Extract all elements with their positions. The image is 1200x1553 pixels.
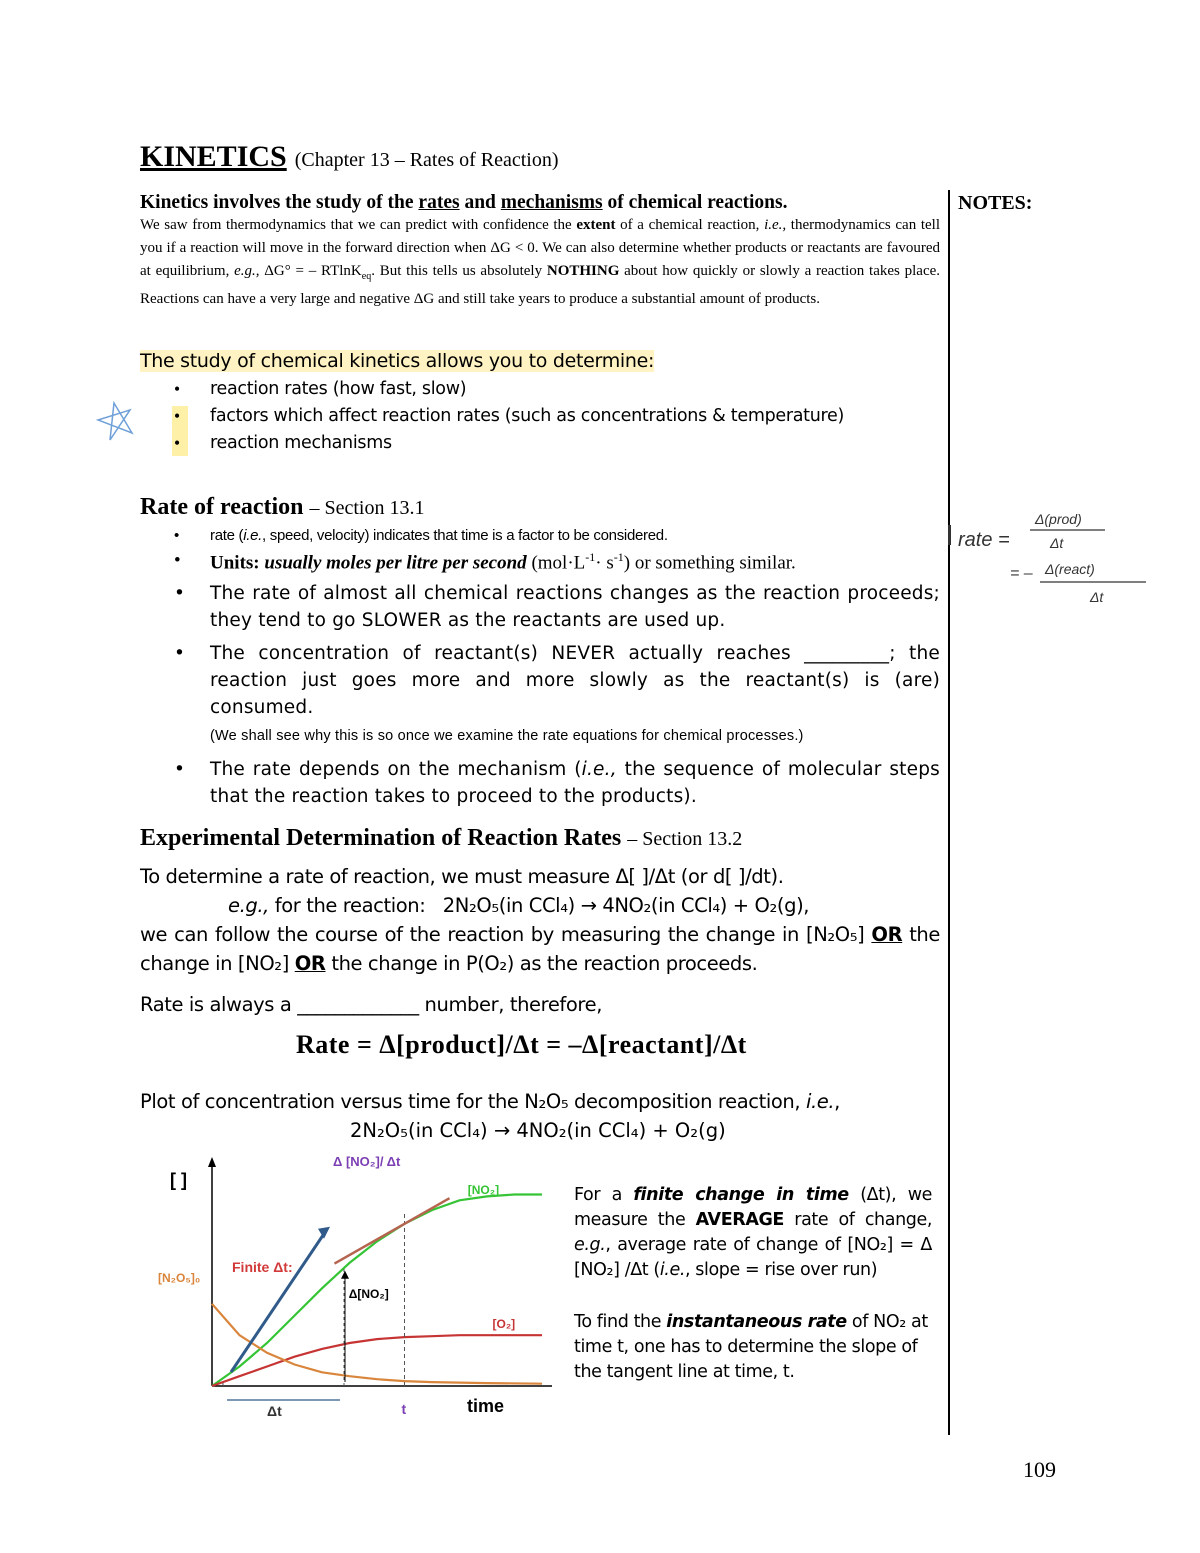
tangent-label: Δ [NO₂]/ Δt — [333, 1154, 401, 1169]
exp-heading: Experimental Determination of Reaction Rates – Section 13.2 — [140, 825, 743, 851]
tangent-line — [335, 1198, 450, 1263]
series-line-2 — [212, 1304, 542, 1384]
t-label: t — [401, 1401, 407, 1417]
title-kinetics: KINETICS — [140, 140, 287, 173]
hw-den1: Δt — [1050, 535, 1064, 551]
chapter-label: (Chapter 13 – Rates of Reaction) — [294, 149, 559, 171]
rate-equation: Rate = Δ[product]/Δt = –Δ[reactant]/Δt — [296, 1030, 747, 1059]
notes-divider — [948, 190, 950, 1435]
rate-heading: Rate of reaction – Section 13.1 — [140, 494, 425, 520]
o2-label: [O₂] — [492, 1317, 516, 1331]
list-item: • The concentration of reactant(s) NEVER actually reaches _________; the reaction just goes more and more slowly as the reactant(s) is (are) consumed. (We shall see why this is so once we examine the rate equations for chemical processes.) — [140, 640, 940, 750]
exp-line: To determine a rate of reaction, we must measure Δ[ ]/Δt (or d[ ]/dt). — [140, 865, 784, 888]
page-number: 109 — [1023, 1457, 1056, 1482]
list-item: • reaction rates (how fast, slow) — [140, 376, 844, 403]
hw-rate-lhs: rate = — [958, 529, 1010, 551]
dno2-arrowhead — [341, 1271, 349, 1279]
hw-bracket — [948, 525, 951, 545]
list-item: • Units: usually moles per litre per second $(mol\cdot L^{-1}\cdot s^{-1})$ or something similar. — [140, 550, 940, 574]
reaction-line: e.g., for the reaction: 2N₂O₅(in CCl₄) → 4NO₂(in CCl₄) + O₂(g), — [228, 894, 810, 917]
plot-equation: 2N₂O₅(in CCl₄) → 4NO₂(in CCl₄) + O₂(g) — [350, 1119, 726, 1142]
y-axis-label: [ ] — [170, 1170, 187, 1190]
hw-den2: Δt — [1090, 589, 1104, 605]
exp-body — [140, 862, 940, 1019]
dno2-label: Δ[NO₂] — [348, 1287, 389, 1301]
hw-rate-lhs2: = – — [1010, 565, 1033, 582]
handwritten-rate-notes — [950, 500, 1170, 615]
inst-rate-paragraph: To find the instantaneous rate of NO₂ at time t, one has to determine the slope of the tangent line at time, t. — [574, 1312, 928, 1382]
hw-num1: Δ(prod) — [1035, 511, 1082, 527]
always-line: Rate is always a _____________ number, therefore, — [140, 993, 603, 1016]
avg-rate-paragraph: For a finite change in time (Δt), we measure the AVERAGE rate of change, e.g., average rate of change of [NO₂] = Δ [NO₂] /Δt (i.e., slope = rise over run) — [574, 1185, 932, 1280]
list-item: • The rate of almost all chemical reactions changes as the reaction proceeds; they tend to go SLOWER as the reactants are used up. — [140, 580, 940, 634]
list-item: • The rate depends on the mechanism (i.e., the sequence of molecular steps that the reaction takes to proceed to the products). — [140, 756, 940, 810]
intro-paragraph: We saw from thermodynamics that we can predict with confidence the extent of a chemical reaction, i.e., thermodynamics can tell you if a reaction will move in the forward direction when ΔG < 0. We can also determine whether products or reactants are favoured at equilibrium, e.g., ΔG° = – RTlnK$_{eq}$. But this tells us absolutely NOTHING about how quickly or slowly a reaction takes place. Reactions can have a very large and negative ΔG and still take years to produce a substantial amount of products. — [140, 217, 941, 307]
dt-label: Δt — [267, 1403, 282, 1419]
plot-title: Plot of concentration versus time for the N₂O₅ decomposition reaction, i.e., — [140, 1090, 840, 1113]
n2o5-label: [N₂O₅]₀ — [158, 1271, 201, 1285]
intro-lead: Kinetics involves the study of the rates and mechanisms of chemical reactions. — [140, 192, 788, 213]
study-heading: The study of chemical kinetics allows you to determine: — [140, 350, 655, 372]
finite-label: Finite Δt: — [232, 1259, 293, 1275]
side-explanation — [574, 1183, 932, 1385]
follow-line: we can follow the course of the reaction by measuring the change in [N₂O₅] OR the change in [NO₂] OR the change in P(O₂) as the reaction proceeds. — [140, 923, 940, 975]
notes-label: NOTES: — [958, 192, 1033, 214]
page-title — [140, 140, 559, 174]
secant-arrowhead — [318, 1227, 330, 1239]
star-doodle-icon — [90, 395, 140, 450]
rate-list — [140, 527, 940, 816]
list-item: • reaction mechanisms — [140, 430, 844, 457]
list-item: • rate (i.e., speed, velocity) indicates that time is a factor to be considered. — [140, 527, 940, 544]
hw-num2: Δ(react) — [1045, 561, 1095, 577]
no2-label: [NO₂] — [467, 1183, 500, 1197]
concentration-time-chart — [150, 1148, 560, 1428]
y-axis-arrow — [208, 1157, 216, 1167]
x-axis-label: time — [467, 1396, 505, 1416]
study-list — [140, 376, 844, 457]
list-item: • factors which affect reaction rates (such as concentrations & temperature) — [140, 403, 844, 430]
